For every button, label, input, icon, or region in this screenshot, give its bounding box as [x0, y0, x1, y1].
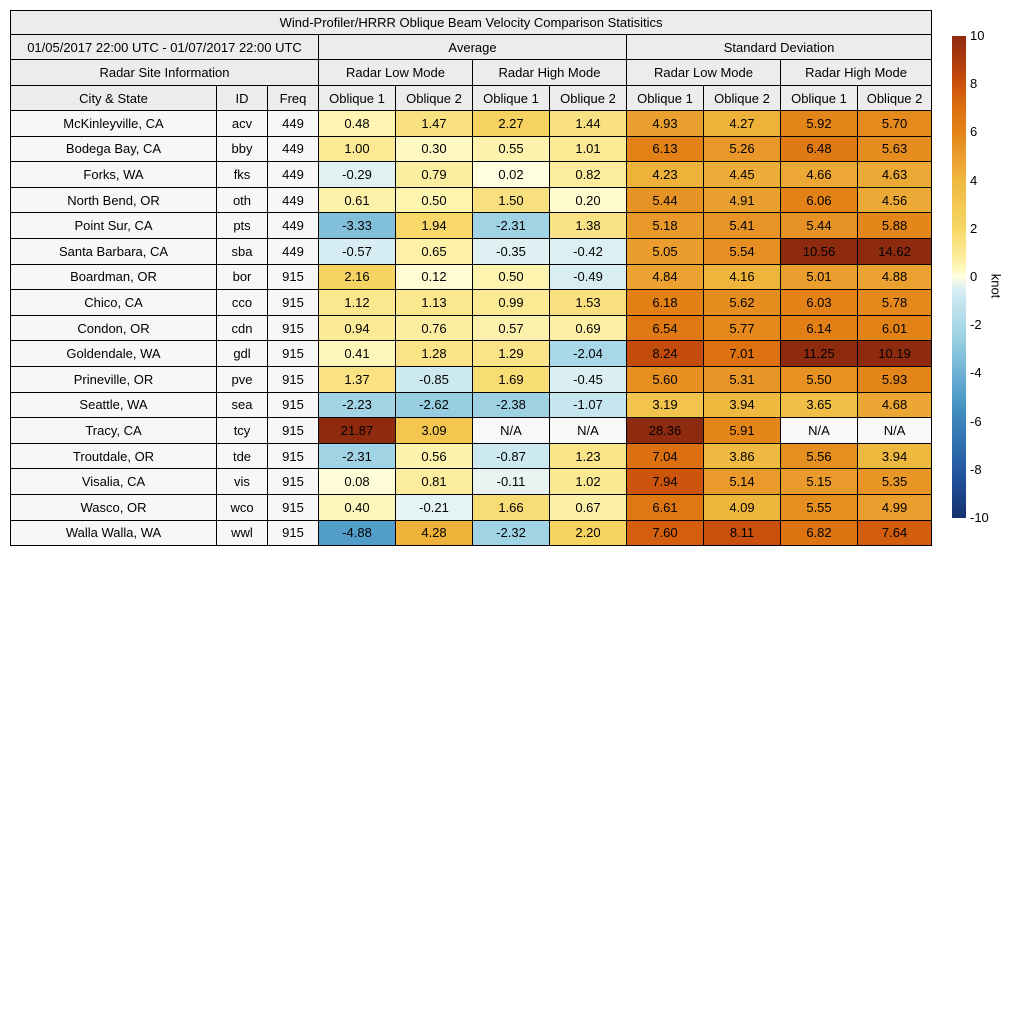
value-cell: 5.60 [627, 366, 704, 392]
value-cell: 0.12 [396, 264, 473, 290]
value-cell: 5.41 [704, 213, 781, 239]
table-row [11, 520, 932, 546]
city-cell: Forks, WA [11, 162, 217, 188]
value-cell: N/A [473, 418, 550, 444]
value-cell: 10.56 [781, 238, 858, 264]
value-cell: 0.30 [396, 136, 473, 162]
value-cell: 3.86 [704, 443, 781, 469]
freq-cell: 915 [268, 341, 319, 367]
value-cell: 3.94 [704, 392, 781, 418]
value-cell: 4.28 [396, 520, 473, 546]
freq-cell: 449 [268, 213, 319, 239]
value-cell: 5.63 [858, 136, 932, 162]
value-cell: 4.16 [704, 264, 781, 290]
value-cell: 6.61 [627, 494, 704, 520]
site-info-header: Radar Site Information [11, 60, 319, 86]
id-cell: bor [217, 264, 268, 290]
col-header-oblique2: Oblique 2 [704, 86, 781, 111]
value-cell: -2.62 [396, 392, 473, 418]
value-cell: 3.65 [781, 392, 858, 418]
value-cell: 7.60 [627, 520, 704, 546]
value-cell: 0.65 [396, 238, 473, 264]
value-cell: 5.88 [858, 213, 932, 239]
freq-cell: 915 [268, 494, 319, 520]
value-cell: N/A [858, 418, 932, 444]
table-row [11, 136, 932, 162]
value-cell: -2.32 [473, 520, 550, 546]
col-header-oblique2: Oblique 2 [858, 86, 932, 111]
value-cell: 4.99 [858, 494, 932, 520]
value-cell: 5.35 [858, 469, 932, 495]
freq-cell: 915 [268, 469, 319, 495]
value-cell: 6.01 [858, 315, 932, 341]
table-row [11, 418, 932, 444]
table-row [11, 238, 932, 264]
value-cell: 1.23 [550, 443, 627, 469]
id-cell: wco [217, 494, 268, 520]
table-row [11, 162, 932, 188]
stats-table [10, 10, 932, 546]
std-high-mode-header: Radar High Mode [781, 60, 932, 86]
value-cell: 5.01 [781, 264, 858, 290]
value-cell: 1.13 [396, 290, 473, 316]
city-cell: Walla Walla, WA [11, 520, 217, 546]
col-header-oblique1: Oblique 1 [473, 86, 550, 111]
value-cell: 0.56 [396, 443, 473, 469]
value-cell: 2.16 [319, 264, 396, 290]
id-cell: tcy [217, 418, 268, 444]
value-cell: 1.66 [473, 494, 550, 520]
city-cell: Wasco, OR [11, 494, 217, 520]
date-range: 01/05/2017 22:00 UTC - 01/07/2017 22:00 UTC [11, 35, 319, 60]
city-cell: Seattle, WA [11, 392, 217, 418]
id-cell: bby [217, 136, 268, 162]
value-cell: 4.84 [627, 264, 704, 290]
value-cell: -0.11 [473, 469, 550, 495]
value-cell: 1.47 [396, 111, 473, 137]
value-cell: 6.48 [781, 136, 858, 162]
value-cell: 6.82 [781, 520, 858, 546]
id-cell: pve [217, 366, 268, 392]
value-cell: 3.09 [396, 418, 473, 444]
table-row [11, 213, 932, 239]
city-cell: Santa Barbara, CA [11, 238, 217, 264]
colorbar-tick-label: -2 [970, 317, 982, 333]
table-row [11, 366, 932, 392]
value-cell: 4.68 [858, 392, 932, 418]
value-cell: -0.85 [396, 366, 473, 392]
table-row [11, 443, 932, 469]
value-cell: 1.00 [319, 136, 396, 162]
col-header-id: ID [217, 86, 268, 111]
freq-cell: 449 [268, 162, 319, 188]
value-cell: 1.53 [550, 290, 627, 316]
value-cell: -2.38 [473, 392, 550, 418]
value-cell: 5.15 [781, 469, 858, 495]
id-cell: acv [217, 111, 268, 137]
freq-cell: 915 [268, 392, 319, 418]
value-cell: -0.87 [473, 443, 550, 469]
value-cell: -0.29 [319, 162, 396, 188]
value-cell: 5.92 [781, 111, 858, 137]
value-cell: 8.24 [627, 341, 704, 367]
freq-cell: 449 [268, 136, 319, 162]
value-cell: 2.27 [473, 111, 550, 137]
value-cell: 5.44 [781, 213, 858, 239]
id-cell: sba [217, 238, 268, 264]
col-header-freq: Freq [268, 86, 319, 111]
freq-cell: 915 [268, 264, 319, 290]
value-cell: -3.33 [319, 213, 396, 239]
value-cell: -0.21 [396, 494, 473, 520]
value-cell: 0.69 [550, 315, 627, 341]
value-cell: 1.50 [473, 187, 550, 213]
value-cell: 0.67 [550, 494, 627, 520]
value-cell: 1.01 [550, 136, 627, 162]
colorbar-unit-label: knot [988, 273, 1004, 299]
value-cell: 4.66 [781, 162, 858, 188]
value-cell: 5.31 [704, 366, 781, 392]
value-cell: -2.31 [473, 213, 550, 239]
value-cell: 1.29 [473, 341, 550, 367]
city-cell: Point Sur, CA [11, 213, 217, 239]
table-row [11, 315, 932, 341]
value-cell: 0.02 [473, 162, 550, 188]
city-cell: Boardman, OR [11, 264, 217, 290]
table-body [11, 111, 932, 546]
id-cell: cdn [217, 315, 268, 341]
col-header-oblique2: Oblique 2 [550, 86, 627, 111]
value-cell: 5.93 [858, 366, 932, 392]
city-cell: Condon, OR [11, 315, 217, 341]
value-cell: 0.08 [319, 469, 396, 495]
col-header-oblique2: Oblique 2 [396, 86, 473, 111]
value-cell: 4.88 [858, 264, 932, 290]
value-cell: 1.69 [473, 366, 550, 392]
value-cell: 1.94 [396, 213, 473, 239]
value-cell: 0.41 [319, 341, 396, 367]
value-cell: -0.57 [319, 238, 396, 264]
value-cell: 4.56 [858, 187, 932, 213]
value-cell: 1.38 [550, 213, 627, 239]
colorbar-tick-label: -8 [970, 461, 982, 477]
value-cell: 8.11 [704, 520, 781, 546]
value-cell: 6.06 [781, 187, 858, 213]
value-cell: 5.18 [627, 213, 704, 239]
avg-high-mode-header: Radar High Mode [473, 60, 627, 86]
value-cell: 5.44 [627, 187, 704, 213]
value-cell: 3.19 [627, 392, 704, 418]
avg-low-mode-header: Radar Low Mode [319, 60, 473, 86]
table-row [11, 187, 932, 213]
value-cell: 4.09 [704, 494, 781, 520]
value-cell: 5.70 [858, 111, 932, 137]
value-cell: 0.57 [473, 315, 550, 341]
value-cell: 21.87 [319, 418, 396, 444]
id-cell: sea [217, 392, 268, 418]
value-cell: -0.49 [550, 264, 627, 290]
group-header-standard-deviation: Standard Deviation [627, 35, 932, 60]
value-cell: 0.55 [473, 136, 550, 162]
city-cell: Chico, CA [11, 290, 217, 316]
value-cell: 1.37 [319, 366, 396, 392]
col-header-city-state: City & State [11, 86, 217, 111]
value-cell: 7.04 [627, 443, 704, 469]
value-cell: -2.31 [319, 443, 396, 469]
value-cell: 0.50 [473, 264, 550, 290]
city-cell: Prineville, OR [11, 366, 217, 392]
colorbar-tick-label: 0 [970, 269, 978, 284]
value-cell: -2.04 [550, 341, 627, 367]
id-cell: cco [217, 290, 268, 316]
value-cell: 0.20 [550, 187, 627, 213]
value-cell: 0.94 [319, 315, 396, 341]
id-cell: oth [217, 187, 268, 213]
colorbar-tick-label: -4 [970, 365, 982, 381]
city-cell: North Bend, OR [11, 187, 217, 213]
value-cell: N/A [781, 418, 858, 444]
id-cell: wwl [217, 520, 268, 546]
table-row [11, 494, 932, 520]
value-cell: 5.54 [704, 238, 781, 264]
freq-cell: 915 [268, 315, 319, 341]
value-cell: 5.14 [704, 469, 781, 495]
value-cell: 5.50 [781, 366, 858, 392]
value-cell: -0.45 [550, 366, 627, 392]
colorbar-tick-label: -6 [970, 413, 982, 429]
table-row [11, 469, 932, 495]
id-cell: vis [217, 469, 268, 495]
table-row [11, 392, 932, 418]
value-cell: 5.78 [858, 290, 932, 316]
value-cell: 5.05 [627, 238, 704, 264]
value-cell: 7.94 [627, 469, 704, 495]
colorbar-tick-label: 10 [970, 28, 985, 43]
value-cell: 10.19 [858, 341, 932, 367]
value-cell: -1.07 [550, 392, 627, 418]
freq-cell: 915 [268, 520, 319, 546]
value-cell: 0.82 [550, 162, 627, 188]
table-row [11, 111, 932, 137]
value-cell: 1.12 [319, 290, 396, 316]
col-header-oblique1: Oblique 1 [781, 86, 858, 111]
value-cell: 0.61 [319, 187, 396, 213]
city-cell: Bodega Bay, CA [11, 136, 217, 162]
value-cell: 4.63 [858, 162, 932, 188]
value-cell: 4.91 [704, 187, 781, 213]
value-cell: 5.91 [704, 418, 781, 444]
value-cell: 4.27 [704, 111, 781, 137]
city-cell: Goldendale, WA [11, 341, 217, 367]
value-cell: 6.18 [627, 290, 704, 316]
value-cell: 7.64 [858, 520, 932, 546]
value-cell: 6.03 [781, 290, 858, 316]
value-cell: 0.40 [319, 494, 396, 520]
value-cell: 1.02 [550, 469, 627, 495]
value-cell: 28.36 [627, 418, 704, 444]
value-cell: 5.56 [781, 443, 858, 469]
value-cell: 1.28 [396, 341, 473, 367]
group-header-average: Average [319, 35, 627, 60]
value-cell: -2.23 [319, 392, 396, 418]
value-cell: -0.42 [550, 238, 627, 264]
value-cell: 6.13 [627, 136, 704, 162]
value-cell: 0.81 [396, 469, 473, 495]
value-cell: N/A [550, 418, 627, 444]
id-cell: pts [217, 213, 268, 239]
city-cell: Troutdale, OR [11, 443, 217, 469]
freq-cell: 449 [268, 111, 319, 137]
id-cell: tde [217, 443, 268, 469]
value-cell: 0.48 [319, 111, 396, 137]
id-cell: gdl [217, 341, 268, 367]
value-cell: 6.14 [781, 315, 858, 341]
colorbar-tick-label: -10 [970, 510, 989, 525]
value-cell: 2.20 [550, 520, 627, 546]
value-cell: 4.45 [704, 162, 781, 188]
freq-cell: 915 [268, 290, 319, 316]
value-cell: 0.50 [396, 187, 473, 213]
value-cell: 5.26 [704, 136, 781, 162]
table-title: Wind-Profiler/HRRR Oblique Beam Velocity Comparison Statisitics [11, 11, 932, 35]
freq-cell: 915 [268, 418, 319, 444]
colorbar-tick-label: 8 [970, 76, 978, 92]
value-cell: -0.35 [473, 238, 550, 264]
value-cell: 6.54 [627, 315, 704, 341]
city-cell: Tracy, CA [11, 418, 217, 444]
colorbar-tick-label: 4 [970, 172, 978, 188]
value-cell: 5.62 [704, 290, 781, 316]
id-cell: fks [217, 162, 268, 188]
value-cell: 5.77 [704, 315, 781, 341]
table-row [11, 264, 932, 290]
city-cell: McKinleyville, CA [11, 111, 217, 137]
freq-cell: 449 [268, 187, 319, 213]
freq-cell: 449 [268, 238, 319, 264]
freq-cell: 915 [268, 366, 319, 392]
col-header-oblique1: Oblique 1 [627, 86, 704, 111]
table-row [11, 341, 932, 367]
value-cell: 11.25 [781, 341, 858, 367]
value-cell: 14.62 [858, 238, 932, 264]
value-cell: 4.23 [627, 162, 704, 188]
value-cell: 0.79 [396, 162, 473, 188]
value-cell: 1.44 [550, 111, 627, 137]
table-row [11, 290, 932, 316]
value-cell: 4.93 [627, 111, 704, 137]
city-cell: Visalia, CA [11, 469, 217, 495]
value-cell: 3.94 [858, 443, 932, 469]
std-low-mode-header: Radar Low Mode [627, 60, 781, 86]
value-cell: 0.76 [396, 315, 473, 341]
value-cell: 7.01 [704, 341, 781, 367]
value-cell: 0.99 [473, 290, 550, 316]
value-cell: 5.55 [781, 494, 858, 520]
colorbar-tick-label: 2 [970, 220, 978, 236]
col-header-oblique1: Oblique 1 [319, 86, 396, 111]
colorbar-tick-label: 6 [970, 124, 978, 140]
colorbar-gradient [952, 36, 966, 518]
value-cell: -4.88 [319, 520, 396, 546]
freq-cell: 915 [268, 443, 319, 469]
